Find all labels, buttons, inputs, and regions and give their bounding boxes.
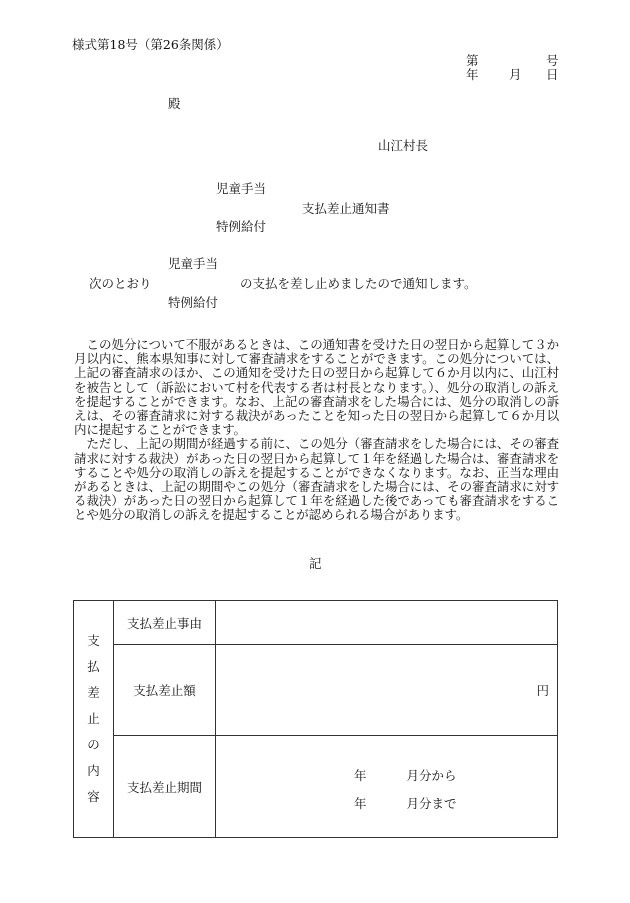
document-number-block [466,55,558,83]
doc-no-prefix: 第 [466,53,479,68]
reason-value-cell[interactable] [216,601,558,645]
document-title: 支払差止通知書 [302,201,390,216]
body-option-special-benefit: 特例給付 [168,295,219,310]
date-month: 月 [509,67,522,82]
period-to-month: 月分まで [406,796,457,811]
appeal-paragraph-1: この処分について不服があるときは、この通知書を受けた日の翌日から起算して３か月以内に、熊本県知事に対して審査請求をすることができます。この処分については、上記の審査請求のほか、この通知を受けた日の翌日から起算して６か月以内に、山江村を被告として（訴訟において村を代表する者は村長となります。）、処分の取消しの訴えを提起することができます。なお、上記の審査請求をした場合には、処分の取消しの訴えは、その審査請求に対する裁決があったことを知った日の翌日から起算して６か月以内に提起することができます。 [74,337,559,438]
period-to-year: 年 [354,796,367,811]
period-from-year: 年 [354,768,367,783]
side-label-vertical: 支 払 差 止 の 内 容 [74,601,114,838]
doc-no-suffix: 号 [546,53,559,68]
appeal-notice [74,338,559,523]
period-to [354,794,457,812]
period-value-cell[interactable] [216,736,558,838]
amount-value-cell[interactable] [216,645,558,736]
appeal-paragraph-2: ただし、上記の期間が経過する前に、この処分（審査請求をした場合には、その審査請求に対する裁決）があった日の翌日から起算して１年を経過した場合は、審査請求をすることや処分の取消しの訴えを提起することができなくなります。なお、正当な理由があるときは、上記の期間やこの処分（審査請求をした場合には、その審査請求に対する裁決）があった日の翌日から起算して１年を経過した後であっても審査請求をすることや処分の取消しの訴えを提起することが認められる場合があります。 [74,436,559,523]
title-option-special-benefit: 特例給付 [216,219,267,234]
form-number: 様式第18号（第26条関係） [72,37,229,52]
body-prefix: 次のとおり [89,276,152,291]
period-label: 支払差止期間 [114,736,216,838]
sender-name: 山江村長 [378,138,429,153]
body-option-child-allowance: 児童手当 [168,256,219,271]
date-day: 日 [546,67,559,82]
amount-label: 支払差止額 [114,645,216,736]
title-option-child-allowance: 児童手当 [216,181,267,196]
reason-label: 支払差止事由 [114,601,216,645]
date-year: 年 [466,67,479,82]
suspension-details-table [73,600,558,838]
addressee-honorific: 殿 [168,96,181,111]
period-from-month: 月分から [406,768,457,783]
amount-unit: 円 [536,683,549,698]
body-suffix: の支払を差し止めましたので通知します。 [240,276,477,291]
ki-heading: 記 [309,556,322,571]
period-from [354,766,457,784]
